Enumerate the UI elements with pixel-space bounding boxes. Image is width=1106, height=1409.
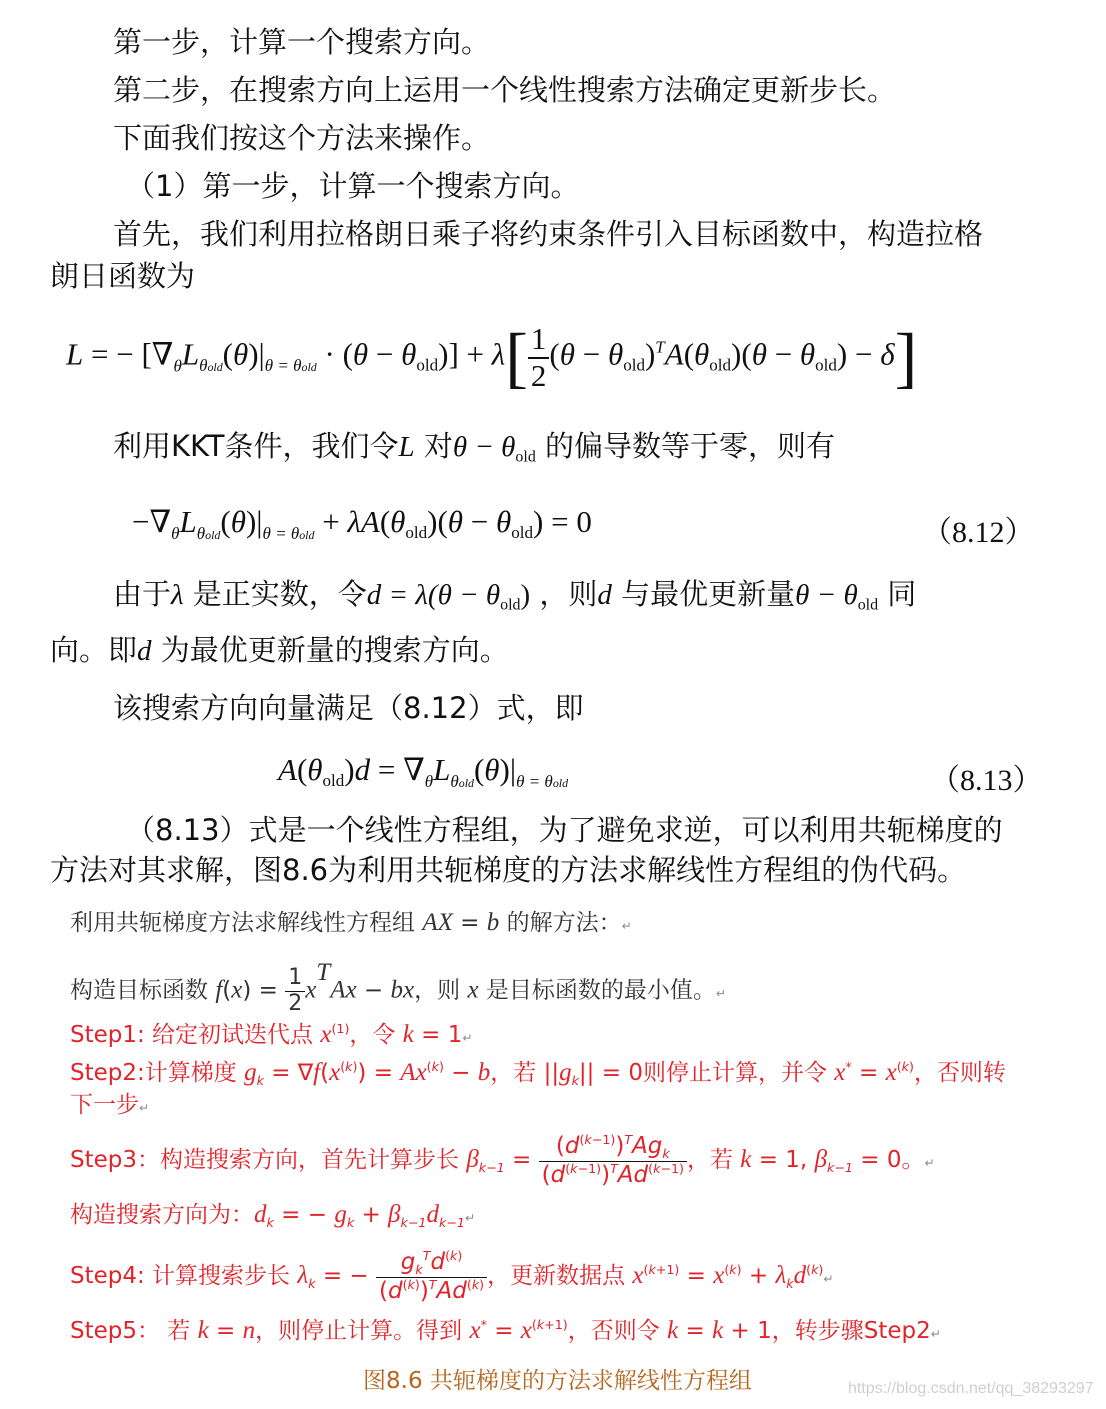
- section-heading-1: （1）第一步，计算一个搜索方向。: [126, 169, 580, 203]
- paragraph-direction-a: [113, 576, 916, 624]
- figure-step-3: Step3：构造搜索方向，首先计算步长 $\beta_{k-1}$ = $\frac{(d^{(k-1)})^TAg_k}{(d^{(k-1)})^TAd^{(k-1)}}$ ，若 k = 1, $\beta_{k-1} = 0$。↵: [70, 1132, 935, 1188]
- text: 同: [878, 577, 917, 611]
- text: 向。即: [50, 633, 138, 667]
- paragraph-linear-system-b: 方法对其求解，图8.6为利用共轭梯度的方法求解线性方程组的伪代码。: [50, 853, 967, 887]
- figure-line-1: 利用共轭梯度方法求解线性方程组 AX = b 的解方法：↵: [70, 909, 632, 936]
- figure-step-4: Step4: 计算搜索步长 $\lambda_k$ = − $\frac{g_k^Td^{(k)}}{(d^{(k)})^TAd^{(k)}}$ ，更新数据点 $x^{(k+1)} = x^{(k)}$ + $\lambda_kd^{(k)}↵$: [70, 1247, 834, 1304]
- equation-number-8-13: （8.13）: [930, 764, 1043, 797]
- paragraph-linear-system-a: （8.13）式是一个线性方程组，为了避免求逆，可以利用共轭梯度的: [126, 813, 1003, 847]
- symbol-theta-diff: θ − θ: [452, 431, 516, 463]
- paragraph-step-two: 第二步，在搜索方向上运用一个线性搜索方法确定更新步长。: [113, 73, 897, 107]
- equation-number-8-12: （8.12）: [922, 516, 1035, 549]
- figure-step-3b: 构造搜索方向为：$d_k$ = − $g_k$ + $\beta_{k-1}d_{k-1}↵$: [70, 1201, 475, 1231]
- paragraph-lagrange-b: 朗日函数为: [50, 259, 196, 293]
- text: 为最优更新量的搜索方向。: [151, 633, 509, 667]
- text: 是正实数，令: [183, 577, 367, 611]
- symbol-lambda: λ: [171, 579, 184, 611]
- symbol-d: d: [597, 579, 612, 611]
- equation-8-12: $-\nabla_\theta L_{\theta old}(\theta)|_{\theta = \theta old} + \lambda A(\theta_{old})(\theta - \theta_{old}) = 0$: [132, 504, 592, 543]
- paragraph-kkt: [113, 428, 835, 476]
- symbol-L: L: [398, 431, 415, 463]
- symbol-d-def: d = λ(θ − θ: [366, 579, 501, 611]
- paren: ): [520, 579, 531, 611]
- symbol-d: d: [137, 635, 152, 667]
- lagrangian-equation: L = − $[\nabla_\theta L_{\theta old}(\theta)|_{\theta = \theta old} \cdot (\theta - \theta_{old})] + \lambda$[ $\frac{1}{2}$ $(\theta - \theta_{old})^TA(\theta_{old})(\theta - \theta_{old}) - \delta$]: [66, 319, 918, 395]
- subscript-old: old: [857, 596, 879, 614]
- paragraph-satisfy: 该搜索方向向量满足（8.12）式，即: [113, 691, 584, 725]
- watermark: https://blog.csdn.net/qq_38293297: [848, 1380, 1094, 1397]
- kkt-text-a: 利用KKT条件，我们令: [113, 429, 399, 463]
- figure-caption: 图8.6 共轭梯度的方法求解线性方程组: [363, 1368, 752, 1394]
- paragraph-step-one: 第一步，计算一个搜索方向。: [113, 25, 491, 59]
- figure-line-2: 构造目标函数 f(x) = $\frac{1}{2}$ xTAx − bx，则 x 是目标函数的最小值。↵: [70, 959, 726, 1016]
- paragraph-intro: 下面我们按这个方法来操作。: [113, 121, 491, 155]
- figure-step-2: Step2:计算梯度 $g_k = \nabla f(x^{(k)}) = Ax^{(k)} - b$，若 $||g_k|| = 0$则停止计算，并令 $x^* = x^{(k)}$，否则转: [70, 1058, 1006, 1088]
- symbol-theta-diff: θ − θ: [795, 579, 858, 611]
- paragraph-direction-b: [50, 632, 509, 669]
- figure-step-5: Step5： 若 k = n，则停止计算。得到 $x^* = x^{(k+1)}$，否则令 k = k + 1，转步骤Step2↵: [70, 1316, 941, 1344]
- text: ，则: [530, 577, 598, 611]
- kkt-text-c: 的偏导数等于零，则有: [535, 429, 836, 463]
- text: 由于: [113, 577, 172, 611]
- kkt-text-b: 对: [414, 429, 453, 463]
- text: 与最优更新量: [611, 577, 796, 611]
- equation-8-13: $A(\theta_{old})d = \nabla_\theta L_{\theta old}(\theta)|_{\theta = \theta old}$: [278, 752, 569, 791]
- subscript-old: old: [515, 448, 536, 466]
- subscript-old: old: [500, 596, 521, 614]
- figure-step-2b: 下一步↵: [70, 1092, 150, 1118]
- paragraph-lagrange-a: 首先，我们利用拉格朗日乘子将约束条件引入目标函数中，构造拉格: [113, 217, 984, 251]
- figure-step-1: Step1: 给定初试迭代点 $x^{(1)}$，令 k = 1↵: [70, 1020, 473, 1048]
